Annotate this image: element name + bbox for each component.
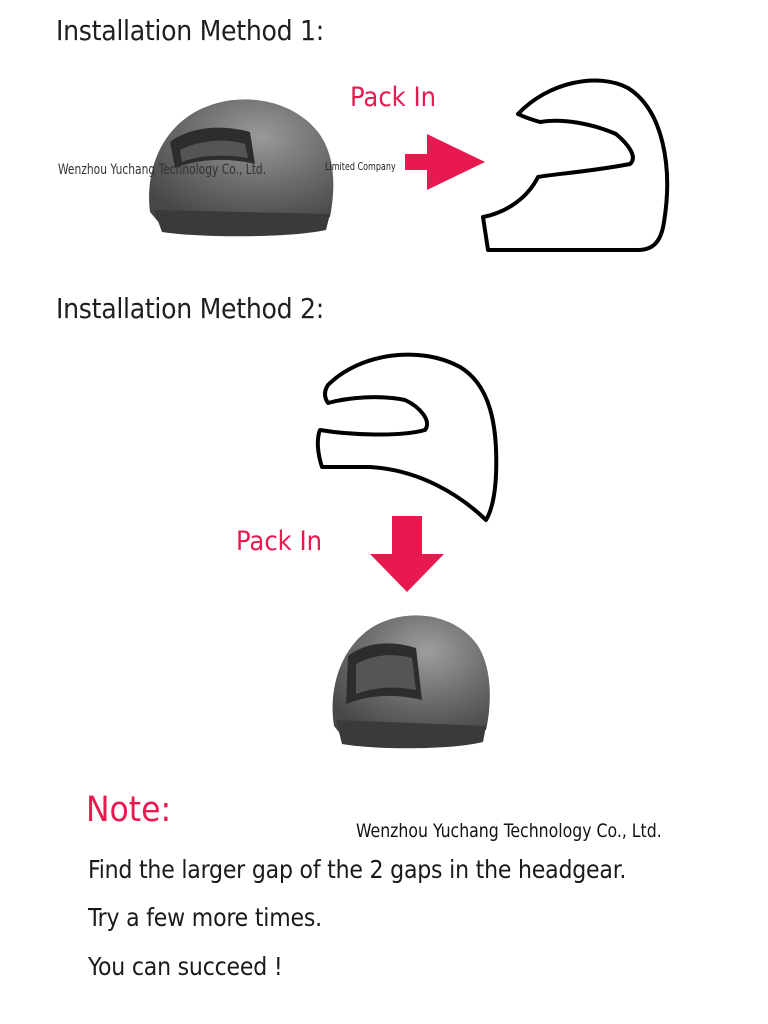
helmet-liner-outline-icon	[478, 72, 678, 262]
method-2-pack-label: Pack In	[236, 526, 323, 557]
watermark-right: Limited Company	[325, 161, 396, 173]
watermark-note: Wenzhou Yuchang Technology Co., Ltd.	[356, 820, 662, 842]
method-2-title: Installation Method 2:	[56, 292, 324, 325]
method-1-pack-label: Pack In	[350, 82, 437, 113]
note-line-2: Try a few more times.	[88, 903, 322, 932]
watermark-left: Wenzhou Yuchang Technology Co., Ltd.	[58, 162, 267, 178]
note-title: Note:	[86, 790, 172, 830]
note-line-1: Find the larger gap of the 2 gaps in the headgear.	[88, 855, 627, 884]
arrow-down-icon	[370, 516, 445, 594]
helmet-liner-outline-icon	[310, 345, 505, 530]
helmet-icon	[326, 608, 491, 753]
note-line-3: You can succeed !	[88, 952, 283, 981]
method-1-title: Installation Method 1:	[56, 14, 324, 47]
